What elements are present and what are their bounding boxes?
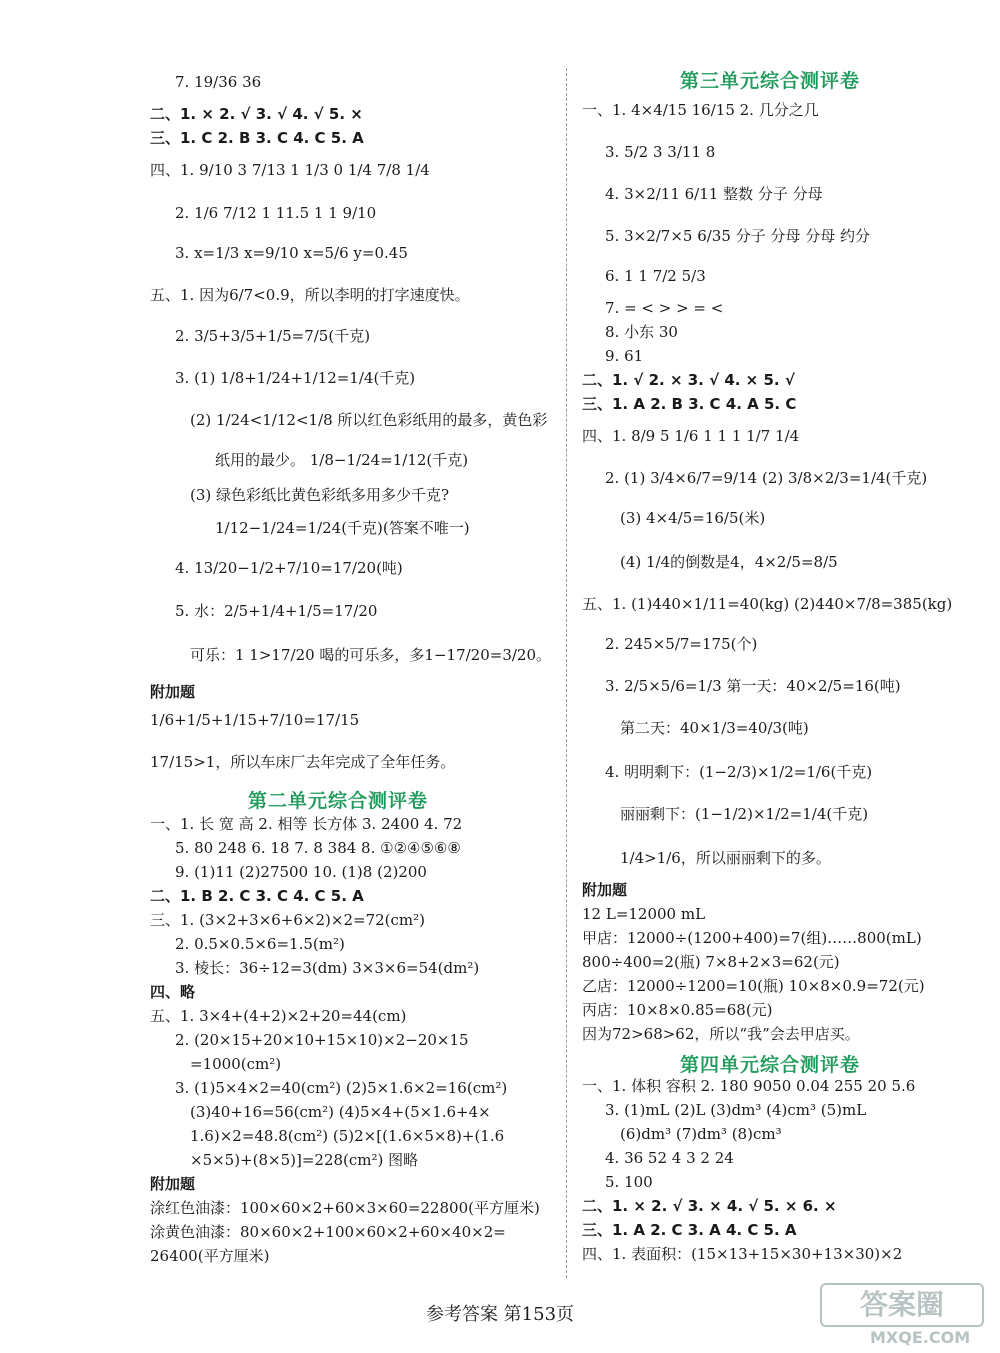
answer-line: 四、1. 表面积：(15×13+15×30+13×30)×2 <box>582 1245 903 1263</box>
answer-line: (6)dm³ (7)dm³ (8)cm³ <box>620 1125 782 1143</box>
answer-line: 涂黄色油漆：80×60×2+100×60×2+60×40×2= <box>150 1223 506 1241</box>
answer-line: 26400(平方厘米) <box>150 1247 270 1265</box>
answer-line: 1/6+1/5+1/15+7/10=17/15 <box>150 711 360 729</box>
answer-line: 9. (1)11 (2)27500 10. (1)8 (2)200 <box>175 863 427 881</box>
unit-title: 第二单元综合测评卷 <box>248 790 429 812</box>
answer-line: 17/15>1，所以车床厂去年完成了全年任务。 <box>150 753 456 771</box>
answer-line: 五、1. 3×4+(4+2)×2+20=44(cm) <box>150 1007 407 1025</box>
answer-line: (3) 4×4/5=16/5(米) <box>620 509 766 527</box>
page-footer: 参考答案 第153页 <box>425 1304 575 1325</box>
section-label: 附加题 <box>582 881 628 899</box>
answer-line: 12 L=12000 mL <box>582 905 706 923</box>
answer-line: 2. (1) 3/4×6/7=9/14 (2) 3/8×2/3=1/4(千克) <box>605 469 928 487</box>
answer-line: 二、1. √ 2. × 3. √ 4. × 5. √ <box>582 371 795 389</box>
answer-line: 3. (1)mL (2)L (3)dm³ (4)cm³ (5)mL <box>605 1101 867 1119</box>
answer-line: 纸用的最少。 1/8−1/24=1/12(千克) <box>215 451 469 469</box>
answer-line: 四、略 <box>150 983 196 1001</box>
column-divider <box>566 68 567 1278</box>
answer-line: 4. 明明剩下：(1−2/3)×1/2=1/6(千克) <box>605 763 873 781</box>
answer-line: 3. 2/5×5/6=1/3 第一天：40×2/5=16(吨) <box>605 677 901 695</box>
answer-line: 3. x=1/3 x=9/10 x=5/6 y=0.45 <box>175 244 408 262</box>
answer-line: 一、1. 长 宽 高 2. 相等 长方体 3. 2400 4. 72 <box>150 815 463 833</box>
answer-line: 一、1. 4×4/15 16/15 2. 几分之几 <box>582 101 819 119</box>
answer-line: 四、1. 8/9 5 1/6 1 1 1 1/7 1/4 <box>582 427 800 445</box>
answer-line: 3. 棱长：36÷12=3(dm) 3×3×6=54(dm²) <box>175 959 480 977</box>
answer-line: 7. 19/36 36 <box>175 73 262 91</box>
answer-line: 因为72>68>62，所以“我”会去甲店买。 <box>582 1025 860 1043</box>
answer-line: (3)40+16=56(cm²) (4)5×4+(5×1.6+4× <box>190 1103 491 1121</box>
answer-line: 5. 水：2/5+1/4+1/5=17/20 <box>175 602 378 620</box>
answer-line: 丙店：10×8×0.85=68(元) <box>582 1001 773 1019</box>
answer-line: 三、1. A 2. B 3. C 4. A 5. C <box>582 395 797 413</box>
answer-line: 二、1. × 2. √ 3. √ 4. √ 5. × <box>150 105 363 123</box>
watermark-logo: 答案圈 <box>820 1283 984 1327</box>
answer-line: 1/4>1/6，所以丽丽剩下的多。 <box>620 849 831 867</box>
section-label: 附加题 <box>150 1175 196 1193</box>
answer-line: ×5×5)+(8×5)]=228(cm²) 图略 <box>190 1151 419 1169</box>
answer-line: 5. 3×2/7×5 6/35 分子 分母 分母 约分 <box>605 227 870 245</box>
answer-line: 五、1. 因为6/7<0.9，所以李明的打字速度快。 <box>150 286 470 304</box>
answer-line: 2. 3/5+3/5+1/5=7/5(千克) <box>175 327 371 345</box>
section-label: 附加题 <box>150 683 196 701</box>
answer-line: 5. 100 <box>605 1173 653 1191</box>
answer-line: 乙店：12000÷1200=10(瓶) 10×8×0.9=72(元) <box>582 977 925 995</box>
answer-line: 3. 5/2 3 3/11 8 <box>605 143 716 161</box>
answer-line: 2. 1/6 7/12 1 11.5 1 1 9/10 <box>175 204 377 222</box>
answer-line: 四、1. 9/10 3 7/13 1 1/3 0 1/4 7/8 1/4 <box>150 161 430 179</box>
answer-line: 3. (1) 1/8+1/24+1/12=1/4(千克) <box>175 369 416 387</box>
answer-line: 一、1. 体积 容积 2. 180 9050 0.04 255 20 5.6 <box>582 1077 916 1095</box>
answer-line: 1/12−1/24=1/24(千克)(答案不唯一) <box>215 519 470 537</box>
answer-line: (3) 绿色彩纸比黄色彩纸多用多少千克? <box>190 486 450 504</box>
answer-line: 1.6)×2=48.8(cm²) (5)2×[(1.6×5×8)+(1.6 <box>190 1127 505 1145</box>
answer-line: 9. 61 <box>605 347 644 365</box>
answer-line: 二、1. B 2. C 3. C 4. C 5. A <box>150 887 364 905</box>
answer-line: 4. 13/20−1/2+7/10=17/20(吨) <box>175 559 403 577</box>
answer-line: 可乐：1 1>17/20 喝的可乐多，多1−17/20=3/20。 <box>190 646 552 664</box>
answer-line: 三、1. (3×2+3×6+6×2)×2=72(cm²) <box>150 911 425 929</box>
answer-line: 8. 小东 30 <box>605 323 678 341</box>
answer-line: 五、1. (1)440×1/11=40(kg) (2)440×7/8=385(kg) <box>582 595 953 613</box>
answer-line: 2. 245×5/7=175(个) <box>605 635 758 653</box>
unit-title: 第三单元综合测评卷 <box>680 70 861 92</box>
answer-line: 第二天：40×1/3=40/3(吨) <box>620 719 809 737</box>
answer-line: 2. (20×15+20×10+15×10)×2−20×15 <box>175 1031 469 1049</box>
unit-title: 第四单元综合测评卷 <box>680 1054 861 1076</box>
answer-line: (4) 1/4的倒数是4，4×2/5=8/5 <box>620 553 838 571</box>
answer-line: (2) 1/24<1/12<1/8 所以红色彩纸用的最多，黄色彩 <box>190 411 548 429</box>
watermark-url: MXQE.COM <box>870 1328 971 1347</box>
answer-line: 5. 80 248 6. 18 7. 8 384 8. ①②④⑤⑥⑧ <box>175 839 461 857</box>
answer-line: 甲店：12000÷(1200+400)=7(组)……800(mL) <box>582 929 922 947</box>
answer-line: 4. 36 52 4 3 2 24 <box>605 1149 734 1167</box>
answer-line: 2. 0.5×0.5×6=1.5(m²) <box>175 935 345 953</box>
answer-line: 二、1. × 2. √ 3. × 4. √ 5. × 6. × <box>582 1197 837 1215</box>
answer-line: 800÷400=2(瓶) 7×8+2×3=62(元) <box>582 953 840 971</box>
answer-line: 7. = < > > = < <box>605 299 724 317</box>
answer-line: 丽丽剩下：(1−1/2)×1/2=1/4(千克) <box>620 805 869 823</box>
answer-line: 3. (1)5×4×2=40(cm²) (2)5×1.6×2=16(cm²) <box>175 1079 508 1097</box>
answer-line: 4. 3×2/11 6/11 整数 分子 分母 <box>605 185 823 203</box>
answer-line: 6. 1 1 7/2 5/3 <box>605 267 706 285</box>
answer-line: 三、1. A 2. C 3. A 4. C 5. A <box>582 1221 797 1239</box>
answer-line: =1000(cm²) <box>190 1055 282 1073</box>
answer-line: 三、1. C 2. B 3. C 4. C 5. A <box>150 129 364 147</box>
answer-line: 涂红色油漆：100×60×2+60×3×60=22800(平方厘米) <box>150 1199 540 1217</box>
